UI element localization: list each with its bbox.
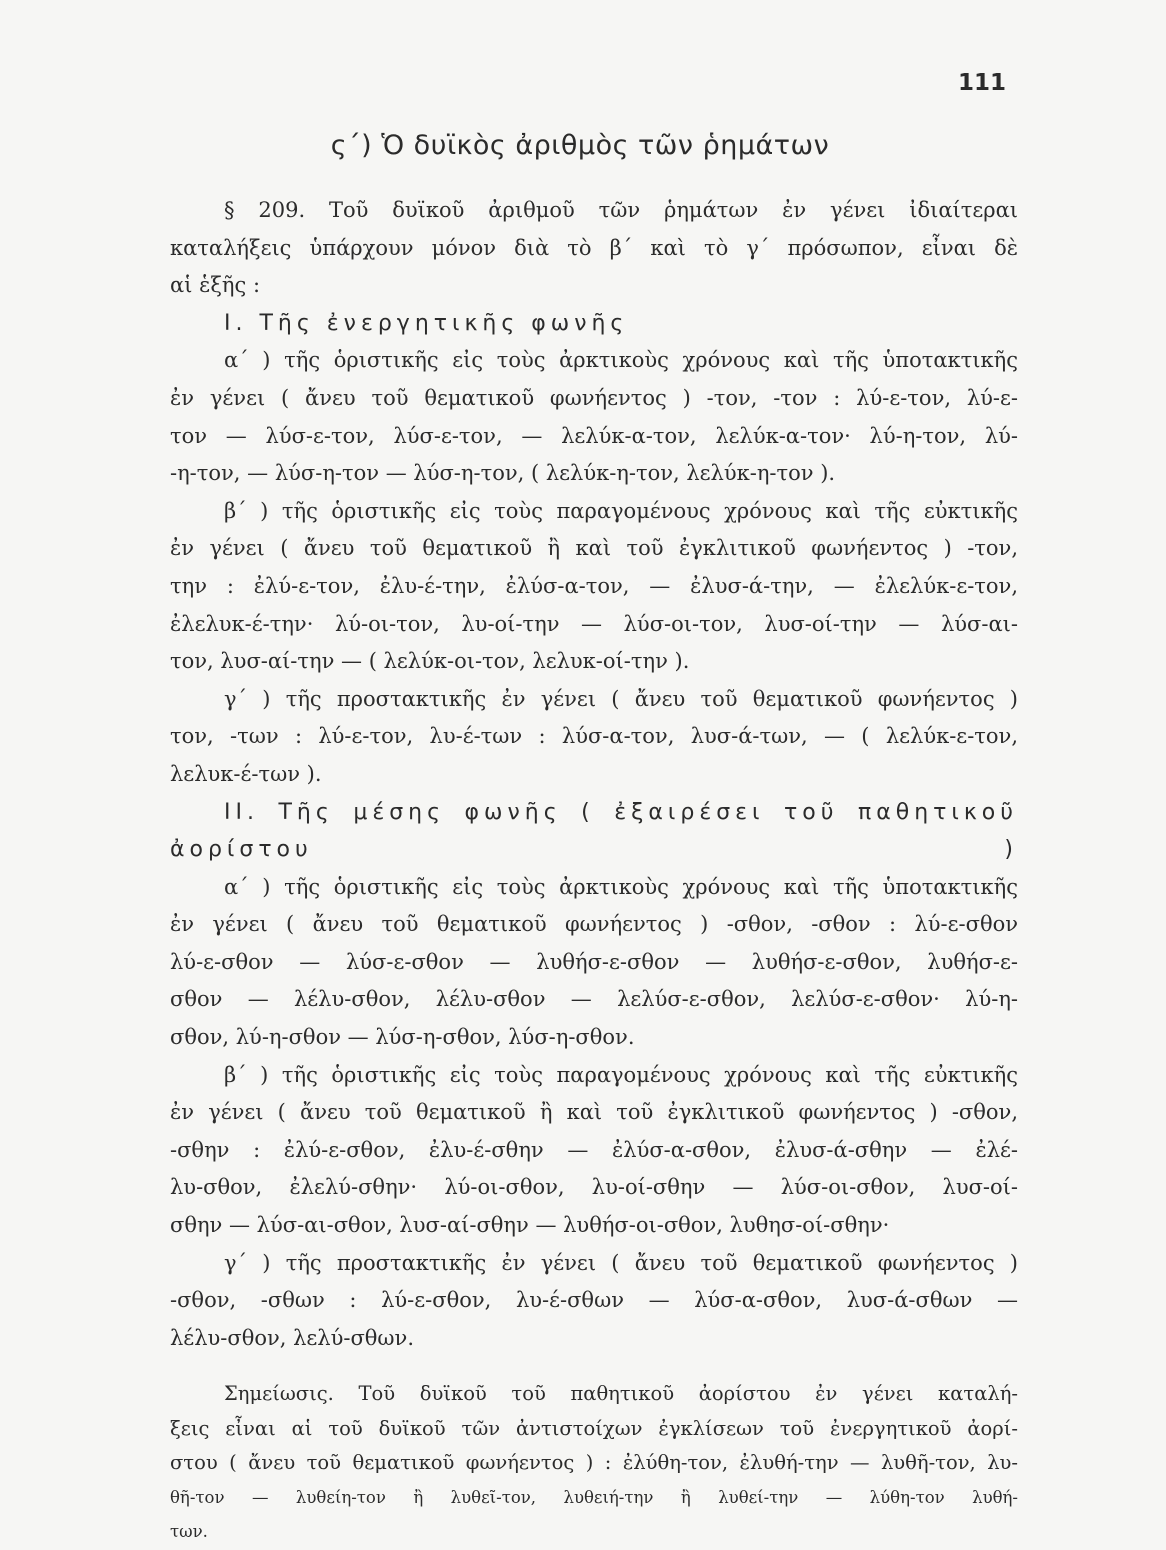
text-line: -σθην : ἐλύ-ε-σθον, ἐλυ-έ-σθην — ἐλύσ-α-σθον, ἐλυσ-ά-σθην — ἐλέ- xyxy=(170,1137,1018,1162)
section-title: ς΄) Ὁ δυϊκὸς ἀριθμὸς τῶν ῥημάτων xyxy=(330,130,830,161)
text-line: ἐν γένει ( ἄνευ τοῦ θεματικοῦ ἢ καὶ τοῦ ἐγκλιτικοῦ φωνήεντος ) -σθον, xyxy=(170,1100,1018,1125)
text-line: λυ-σθον, ἐλελύ-σθην· λύ-οι-σθον, λυ-οί-σθην — λύσ-οι-σθον, λυσ-οί- xyxy=(170,1175,1018,1200)
note-line: Σημείωσις. Τοῦ δυϊκοῦ τοῦ παθητικοῦ ἀορίστου ἐν γένει καταλή- xyxy=(224,1382,1018,1406)
note-line: ξεις εἶναι αἱ τοῦ δυϊκοῦ τῶν ἀντιστοίχων ἐγκλίσεων τοῦ ἐνεργητικοῦ ἀορί- xyxy=(170,1416,1018,1440)
text-line: σθον — λέλυ-σθον, λέλυ-σθον — λελύσ-ε-σθον, λελύσ-ε-σθον· λύ-η- xyxy=(170,987,1018,1012)
text-line: § 209. Τοῦ δυϊκοῦ ἀριθμοῦ τῶν ῥημάτων ἐν γένει ἰδιαίτεραι xyxy=(224,198,1018,222)
text-line: τον, λυσ-αί-την — ( λελύκ-οι-τον, λελυκ-οί-την ). xyxy=(170,649,690,674)
note-line: θῆ-τον — λυθείη-τον ἢ λυθεῖ-τον, λυθειή-την ἢ λυθεί-την — λύθη-τον λυθή- xyxy=(170,1487,1018,1507)
text-line: ἐν γένει ( ἄνευ τοῦ θεματικοῦ φωνήεντος ) -τον, -τον : λύ-ε-τον, λύ-ε- xyxy=(170,385,1018,410)
text-line: την : ἐλύ-ε-τον, ἐλυ-έ-την, ἐλύσ-α-τον, — ἐλυσ-ά-την, — ἐλελύκ-ε-τον, xyxy=(170,573,1018,598)
text-line: καταλήξεις ὑπάρχουν μόνον διὰ τὸ β΄ καὶ τὸ γ΄ πρόσωπον, εἶναι δὲ xyxy=(170,235,1018,260)
note-block xyxy=(170,1377,1018,1550)
text-line: γ΄ ) τῆς προστακτικῆς ἐν γένει ( ἄνευ τοῦ θεματικοῦ φωνήεντος ) xyxy=(224,1250,1018,1275)
text-line: ἐλελυκ-έ-την· λύ-οι-τον, λυ-οί-την — λύσ-οι-τον, λυσ-οί-την — λύσ-αι- xyxy=(170,611,1018,636)
note-line: στου ( ἄνευ τοῦ θεματικοῦ φωνήεντος ) : ἐλύθη-τον, ἐλυθή-την — λυθῆ-τον, λυ- xyxy=(170,1451,1018,1475)
text-line: α΄ ) τῆς ὁριστικῆς εἰς τοὺς ἀρκτικοὺς χρόνους καὶ τῆς ὑποτακτικῆς xyxy=(224,348,1018,373)
text-line: λελυκ-έ-των ). xyxy=(170,761,322,786)
text-line: σθον, λύ-η-σθον — λύσ-η-σθον, λύσ-η-σθον. xyxy=(170,1025,635,1050)
text-line: β΄ ) τῆς ὁριστικῆς εἰς τοὺς παραγομένους χρόνους καὶ τῆς εὐκτικῆς xyxy=(224,498,1018,523)
main-text xyxy=(170,192,1018,1550)
text-line: γ΄ ) τῆς προστακτικῆς ἐν γένει ( ἄνευ τοῦ θεματικοῦ φωνήεντος ) xyxy=(224,686,1018,711)
text-line: -σθον, -σθων : λύ-ε-σθον, λυ-έ-σθων — λύσ-α-σθον, λυσ-ά-σθων — xyxy=(170,1288,1018,1313)
text-line: β΄ ) τῆς ὁριστικῆς εἰς τοὺς παραγομένους χρόνους καὶ τῆς εὐκτικῆς xyxy=(224,1062,1018,1087)
text-line: α΄ ) τῆς ὁριστικῆς εἰς τοὺς ἀρκτικοὺς χρόνους καὶ τῆς ὑποτακτικῆς xyxy=(224,874,1018,899)
text-line: αἱ ἑξῆς : xyxy=(170,273,261,298)
text-line: λέλυ-σθον, λελύ-σθων. xyxy=(170,1325,415,1350)
text-line: -η-τον, — λύσ-η-τον — λύσ-η-τον, ( λελύκ-η-τον, λελύκ-η-τον ). xyxy=(170,461,836,486)
text-line: ἐν γένει ( ἄνευ τοῦ θεματικοῦ ἢ καὶ τοῦ ἐγκλιτικοῦ φωνήεντος ) -τον, xyxy=(170,536,1018,561)
page-number: 111 xyxy=(957,70,1006,96)
subsection-heading-active: Ι. Τῆς ἐνεργητικῆς φωνῆς xyxy=(224,310,629,336)
subsection-heading-middle: ΙΙ. Τῆς μέσης φωνῆς ( ἐξαιρέσει τοῦ παθητικοῦ ἀορίστου ) xyxy=(170,799,1018,863)
text-line: λύ-ε-σθον — λύσ-ε-σθον — λυθήσ-ε-σθον — λυθήσ-ε-σθον, λυθήσ-ε- xyxy=(170,949,1018,974)
text-line: τον — λύσ-ε-τον, λύσ-ε-τον, — λελύκ-α-τον, λελύκ-α-τον· λύ-η-τον, λύ- xyxy=(170,423,1018,448)
note-line: των. xyxy=(170,1522,208,1542)
text-line: ἐν γένει ( ἄνευ τοῦ θεματικοῦ φωνήεντος ) -σθον, -σθον : λύ-ε-σθον xyxy=(170,912,1018,937)
text-line: σθην — λύσ-αι-σθον, λυσ-αί-σθην — λυθήσ-οι-σθον, λυθησ-οί-σθην· xyxy=(170,1213,890,1238)
text-line: τον, -των : λύ-ε-τον, λυ-έ-των : λύσ-α-τον, λυσ-ά-των, — ( λελύκ-ε-τον, xyxy=(170,724,1018,749)
